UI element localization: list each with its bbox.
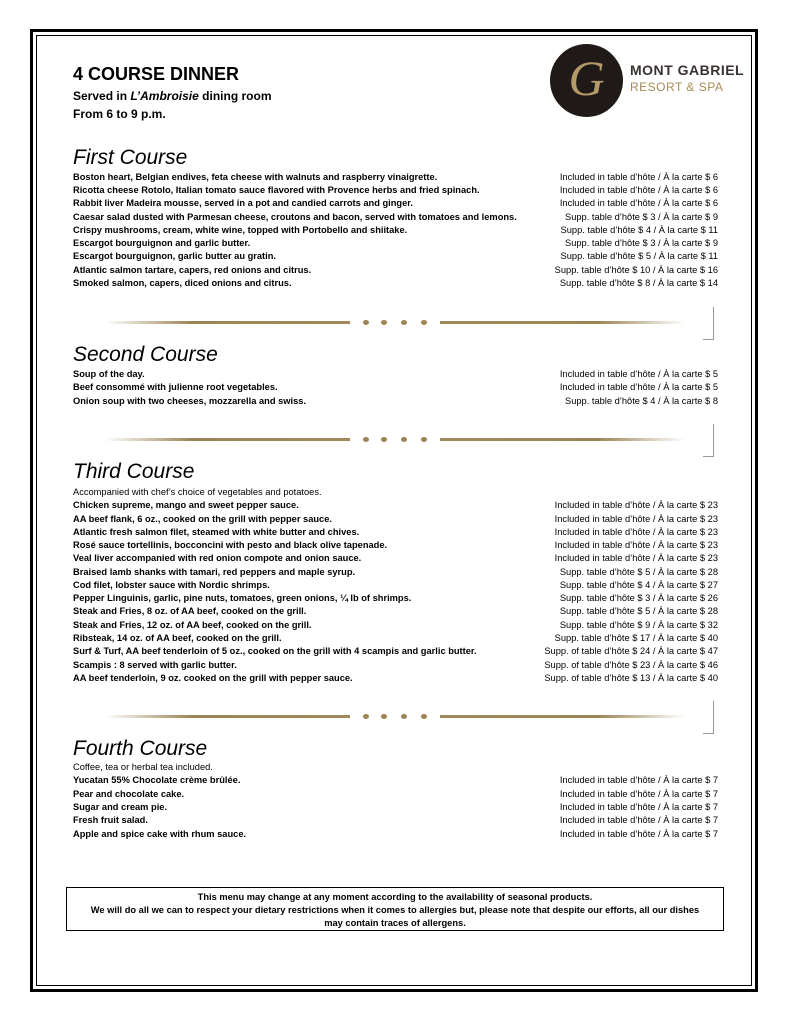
notice-line: We will do all we can to respect your dietary restrictions when it comes to allergies but, please note that despite our efforts, all our dishes <box>90 905 700 915</box>
menu-item: Ribsteak, 14 oz. of AA beef, cooked on the grill. Supp. table d’hôte $ 17 / À la carte $ 40 <box>73 633 718 643</box>
course-title-first: First Course <box>73 146 188 169</box>
menu-item: Veal liver accompanied with red onion compote and onion sauce. Included in table d’hôte / À la carte $ 23 <box>73 553 718 563</box>
notice-line: may contain traces of allergens. <box>324 918 466 928</box>
menu-item: Crispy mushrooms, cream, white wine, topped with Portobello and shiitake. Supp. table d’hôte $ 4 / À la carte $ 11 <box>73 225 718 235</box>
menu-item: Rabbit liver Madeira mousse, served in a pot and candied carrots and ginger. Included in table d’hôte / À la carte $ 6 <box>73 198 718 208</box>
course-note: Accompanied with chef’s choice of vegetables and potatoes. <box>73 487 322 497</box>
menu-item: Scampis : 8 served with garlic butter. Supp. of table d’hôte $ 23 / À la carte $ 46 <box>73 660 718 670</box>
menu-item: Boston heart, Belgian endives, feta cheese with walnuts and raspberry vinaigrette. Included in table d’hôte / À la carte $ 6 <box>73 172 718 182</box>
menu-item: Apple and spice cake with rhum sauce. Included in table d’hôte / À la carte $ 7 <box>73 829 718 839</box>
menu-item: Braised lamb shanks with tamari, red peppers and maple syrup. Supp. table d’hôte $ 5 / À la carte $ 28 <box>73 567 718 577</box>
menu-item: Smoked salmon, capers, diced onions and citrus. Supp. table d’hôte $ 8 / À la carte $ 14 <box>73 278 718 288</box>
allergy-notice <box>66 887 724 931</box>
course-title-third: Third Course <box>73 460 195 483</box>
section-divider <box>105 701 715 733</box>
menu-item: Rosé sauce tortellinis, bocconcini with pesto and black olive tapenade. Included in table d’hôte / À la carte $ 23 <box>73 540 718 550</box>
menu-item: AA beef tenderloin, 9 oz. cooked on the grill with pepper sauce. Supp. of table d’hôte $ 13 / À la carte $ 40 <box>73 673 718 683</box>
section-divider <box>105 424 715 456</box>
menu-title: 4 COURSE DINNER <box>73 64 240 84</box>
menu-item: Chicken supreme, mango and sweet pepper sauce. Included in table d’hôte / À la carte $ 23 <box>73 500 718 510</box>
notice-line: This menu may change at any moment according to the availability of seasonal products. <box>197 892 593 902</box>
logo-subtitle: RESORT & SPA <box>630 80 724 94</box>
resort-logo <box>550 44 750 120</box>
menu-item: Ricotta cheese Rotolo, Italian tomato sauce flavored with Provence herbs and fried spinach. Included in table d’hôte / À la carte $ 6 <box>73 185 718 195</box>
menu-item: Sugar and cream pie. Included in table d’hôte / À la carte $ 7 <box>73 802 718 812</box>
course-title-second: Second Course <box>73 343 218 366</box>
menu-item: Steak and Fries, 12 oz. of AA beef, cooked on the grill. Supp. table d’hôte $ 9 / À la carte $ 32 <box>73 620 718 630</box>
menu-item: Atlantic salmon tartare, capers, red onions and citrus. Supp. table d’hôte $ 10 / À la carte $ 16 <box>73 265 718 275</box>
menu-item: Steak and Fries, 8 oz. of AA beef, cooked on the grill. Supp. table d’hôte $ 5 / À la carte $ 28 <box>73 606 718 616</box>
menu-item: Fresh fruit salad. Included in table d’hôte / À la carte $ 7 <box>73 815 718 825</box>
menu-item: Pepper Linguinis, garlic, pine nuts, tomatoes, green onions, ¼ lb of shrimps. Supp. table d’hôte $ 3 / À la carte $ 26 <box>73 593 718 603</box>
menu-item: Escargot bourguignon and garlic butter. Supp. table d’hôte $ 3 / À la carte $ 9 <box>73 238 718 248</box>
menu-item: Yucatan 55% Chocolate crème brûlée. Included in table d’hôte / À la carte $ 7 <box>73 775 718 785</box>
logo-monogram: G <box>568 50 605 106</box>
menu-item: Onion soup with two cheeses, mozzarella and swiss. Supp. table d’hôte $ 4 / À la carte $ 8 <box>73 396 718 406</box>
menu-item: Caesar salad dusted with Parmesan cheese, croutons and bacon, served with tomatoes and lemons. Supp. table d’hôte $ 3 / À la carte $ 9 <box>73 212 718 222</box>
logo-name: MONT GABRIEL <box>630 62 745 78</box>
menu-item: Surf & Turf, AA beef tenderloin of 5 oz., cooked on the grill with 4 scampis and garlic butter. Supp. of table d’hôte $ 24 / À la carte $ 47 <box>73 646 718 656</box>
served-in-line: Served in L’Ambroisie dining room <box>73 89 272 103</box>
menu-item: Atlantic fresh salmon filet, steamed with white butter and chives. Included in table d’hôte / À la carte $ 23 <box>73 527 718 537</box>
service-hours: From 6 to 9 p.m. <box>73 107 166 121</box>
menu-item: Escargot bourguignon, garlic butter au gratin. Supp. table d’hôte $ 5 / À la carte $ 11 <box>73 251 718 261</box>
menu-item: Cod filet, lobster sauce with Nordic shrimps. Supp. table d’hôte $ 4 / À la carte $ 27 <box>73 580 718 590</box>
menu-item: Pear and chocolate cake. Included in table d’hôte / À la carte $ 7 <box>73 789 718 799</box>
menu-item: Soup of the day. Included in table d’hôte / À la carte $ 5 <box>73 369 718 379</box>
menu-item: Beef consommé with julienne root vegetables. Included in table d’hôte / À la carte $ 5 <box>73 382 718 392</box>
menu-item: AA beef flank, 6 oz., cooked on the grill with pepper sauce. Included in table d’hôte / À la carte $ 23 <box>73 514 718 524</box>
section-divider <box>105 307 715 339</box>
course-title-fourth: Fourth Course <box>73 737 208 760</box>
course-note: Coffee, tea or herbal tea included. <box>73 762 213 772</box>
